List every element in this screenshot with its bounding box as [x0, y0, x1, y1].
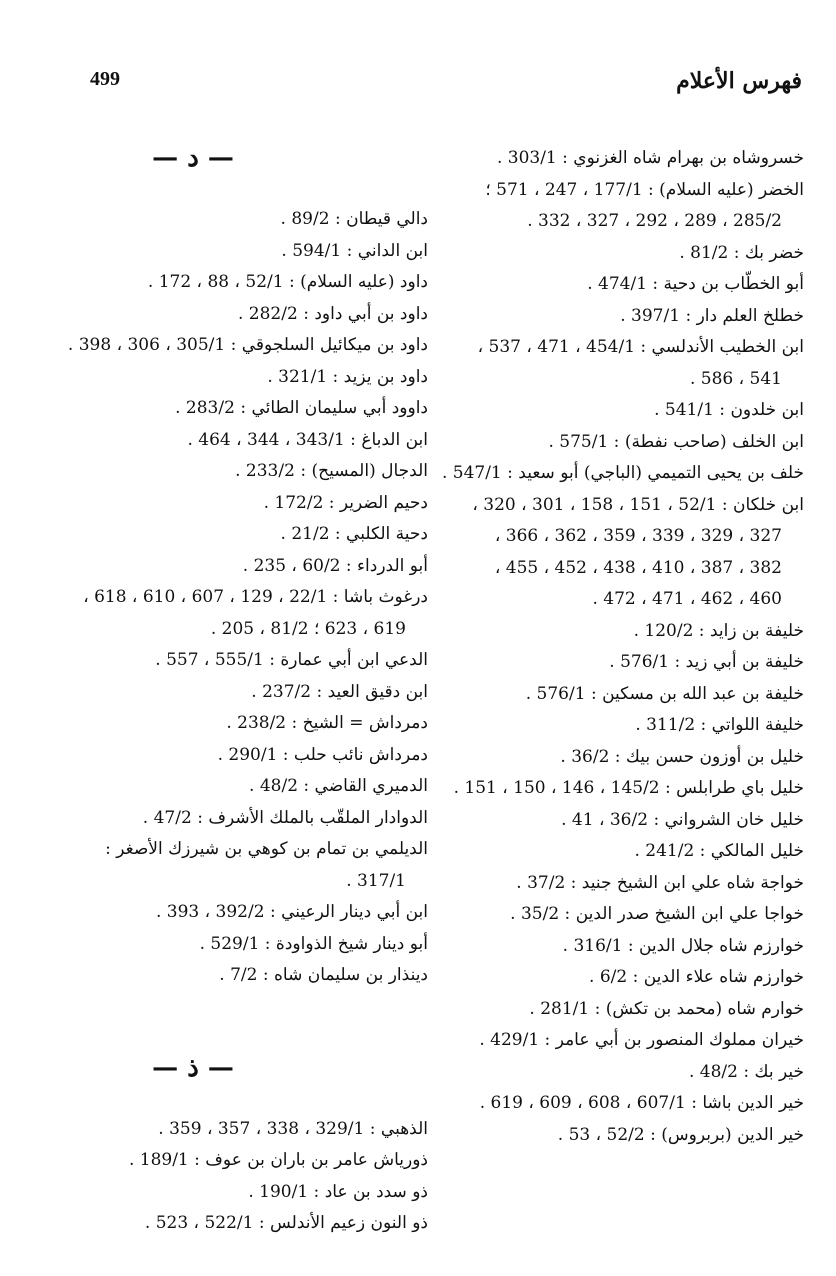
index-entry: ذو النون زعيم الأندلس : 522/1 ، 523 .	[144, 1213, 428, 1233]
index-entry: درغوث باشا : 22/1 ، 129 ، 607 ، 610 ، 618 ،	[83, 587, 428, 607]
index-entry: دحيم الضرير : 172/2 .	[263, 492, 428, 513]
index-entry: خليفة اللواتي : 311/2 .	[635, 715, 804, 735]
index-entry-continuation: 382 ، 387 ، 410 ، 438 ، 452 ، 455 ،	[494, 557, 782, 578]
index-entry: ابن الدباغ : 343/1 ، 344 ، 464 .	[187, 429, 428, 450]
index-entry: ابن الداني : 594/1 .	[281, 240, 428, 261]
index-entry: خليفة بن أبي زيد : 576/1 .	[609, 652, 804, 672]
index-entry: أبو دينار شيخ الذواودة : 529/1 .	[199, 933, 428, 954]
index-entry: خليل بن أوزون حسن بيك : 36/2 .	[560, 746, 804, 767]
index-entry: خليفة بن عبد الله بن مسكين : 576/1 .	[525, 683, 804, 704]
index-entry: ذورياش عامر بن باران بن عوف : 189/1 .	[128, 1150, 428, 1170]
index-entry: الدميري القاضي : 48/2 .	[249, 776, 428, 796]
index-entry: ذو سدد بن عاد : 190/1 .	[248, 1181, 428, 1202]
index-entry: الدجال (المسيح) : 233/2 .	[235, 461, 428, 481]
index-entry: ابن الخلف (صاحب نفطة) : 575/1 .	[548, 431, 804, 452]
index-entry: ابن دقيق العيد : 237/2 .	[251, 681, 428, 702]
index-entry: خوارزم شاه جلال الدين : 316/1 .	[562, 935, 804, 956]
index-entry: خواجا علي ابن الشيخ صدر الدين : 35/2 .	[510, 904, 804, 924]
index-entry: دمرداش نائب حلب : 290/1 .	[217, 744, 428, 765]
index-entry-continuation: 285/2 ، 289 ، 292 ، 327 ، 332 .	[527, 211, 782, 231]
index-entry: دينذار بن سليمان شاه : 7/2 .	[219, 965, 428, 985]
index-column-right	[424, 143, 804, 1151]
index-entry: داود (عليه السلام) : 52/1 ، 88 ، 172 .	[147, 272, 428, 292]
section-dal-entries	[67, 204, 428, 992]
index-entry: ابن خلكان : 52/1 ، 151 ، 158 ، 301 ، 320 ،	[472, 494, 804, 515]
index-entry-continuation: 619 ، 623 ؛ 81/2 ، 205 .	[210, 618, 406, 639]
index-entry-continuation: 317/1 .	[346, 870, 406, 891]
index-column-left	[67, 140, 428, 1240]
index-entry: ابن خلدون : 541/1 .	[654, 400, 804, 420]
index-entry: خوارم شاه (محمد بن تكش) : 281/1 .	[529, 998, 804, 1019]
index-entry: الخضر (عليه السلام) : 177/1 ، 247 ، 571 ؛	[485, 179, 804, 200]
section-heading-dhal: — ذ —	[152, 1052, 234, 1083]
index-entry: أبو الدرداء : 60/2 ، 235 .	[242, 555, 428, 576]
index-entry: خلف بن يحيى التميمي (الباجي) أبو سعيد : 547/1 .	[441, 463, 804, 483]
index-entry: خير بك : 48/2 .	[688, 1061, 804, 1082]
index-entry: داود بن يزيد : 321/1 .	[267, 366, 428, 387]
index-entry: خليفة بن زايد : 120/2 .	[633, 620, 804, 641]
index-entry: الدعي ابن أبي عمارة : 555/1 ، 557 .	[155, 650, 428, 670]
index-entry: خسروشاه بن بهرام شاه الغزنوي : 303/1 .	[496, 148, 804, 168]
index-entry: الذهبي : 329/1 ، 338 ، 357 ، 359 .	[158, 1118, 428, 1139]
index-entry: دمرداش = الشيخ : 238/2 .	[226, 713, 428, 733]
index-entry: داوود أبي سليمان الطائي : 283/2 .	[175, 398, 428, 418]
index-entry-continuation: 460 ، 462 ، 471 ، 472 .	[592, 589, 782, 609]
index-entry: خليل خان الشرواني : 36/2 ، 41 .	[561, 809, 804, 830]
index-entry: خواجة شاه علي ابن الشيخ جنيد : 37/2 .	[516, 872, 804, 893]
section-dhal-entries	[88, 1114, 428, 1240]
index-entry-continuation: 327 ، 329 ، 339 ، 359 ، 362 ، 366 ،	[494, 526, 782, 546]
index-entry: الديلمي بن تمام بن كوهي بن شيرزك الأصغر :	[105, 839, 428, 859]
index-entry: خير الدين (بربروس) : 52/2 ، 53 .	[557, 1124, 804, 1145]
index-entry: أبو الخطّاب بن دحية : 474/1 .	[587, 274, 804, 294]
index-entry: ابن الخطيب الأندلسي : 454/1 ، 471 ، 537 ،	[477, 337, 804, 357]
index-entry: داود بن أبي داود : 282/2 .	[237, 303, 428, 324]
page-title: فهرس الأعلام	[676, 68, 802, 94]
index-entry: خليل باي طرابلس : 145/2 ، 146 ، 150 ، 151 .	[453, 778, 804, 798]
index-entry: دحية الكلبي : 21/2 .	[280, 524, 428, 544]
index-entry-continuation: 541 ، 586 .	[689, 368, 782, 389]
section-heading-dal: — د —	[152, 143, 234, 173]
index-entry: خير الدين باشا : 607/1 ، 608 ، 609 ، 619 .	[479, 1093, 804, 1113]
page-header	[84, 68, 802, 108]
index-entry: خطلخ العلم دار : 397/1 .	[620, 305, 804, 326]
index-entry: خضر بك : 81/2 .	[679, 242, 804, 263]
index-entry: الدوادار الملقّب بالملك الأشرف : 47/2 .	[142, 807, 428, 828]
index-entry: خوارزم شاه علاء الدين : 6/2 .	[589, 967, 804, 987]
index-entry: داود بن ميكائيل السلجوقي : 305/1 ، 306 ، 398 .	[67, 335, 428, 355]
index-entry: خليل المالكي : 241/2 .	[634, 841, 804, 861]
page-number: 499	[90, 68, 120, 90]
index-entry: خيران مملوك المنصور بن أبي عامر : 429/1 .	[479, 1030, 804, 1050]
index-entry: ابن أبي دينار الرعيني : 392/2 ، 393 .	[155, 902, 428, 922]
section-spacer	[88, 992, 428, 1050]
index-entry: دالي قيطان : 89/2 .	[280, 209, 428, 229]
